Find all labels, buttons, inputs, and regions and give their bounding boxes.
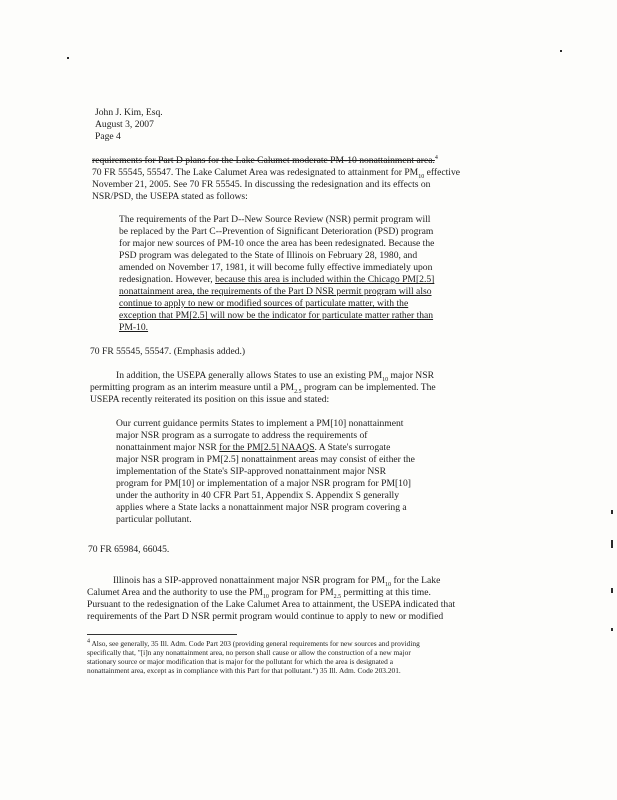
quote1-emphasis: because this area is included within the Chicago PM[2.5] — [215, 274, 435, 285]
para1-text: requirements for Part D plans for the Lake Calumet moderate PM-10 nonattainment area. — [92, 155, 435, 166]
para2-text: permitting program as an interim measure until a PM — [90, 382, 295, 393]
footnote-line: nonattainment area, except as in compliance with this Part for that pollutant.") 35 Ill. Adm. Code 203.201. — [87, 666, 401, 675]
quote1-line — [119, 274, 434, 286]
para1-text: effective — [424, 167, 460, 178]
citation: 70 FR 55545, 55547. (Emphasis added.) — [90, 346, 246, 357]
scan-speck — [67, 57, 69, 59]
footnote-number: 4 — [87, 638, 90, 645]
footnote-line: stationary source or major modification that is major for the pollutant for which the area is designated a — [87, 657, 394, 666]
para3-line — [87, 587, 431, 599]
quote2-line: major NSR program as a surrogate to address the requirements of — [116, 430, 368, 441]
citation: 70 FR 65984, 66045. — [88, 544, 170, 555]
para3-text: Calumet Area and the authority to use the PM — [87, 587, 263, 598]
scan-speck — [611, 540, 613, 548]
para1-line — [92, 155, 438, 167]
quote1-line: PSD program was delegated to the State of Illinois on February 28, 1980, and — [119, 250, 418, 261]
para3-line — [113, 575, 440, 587]
para3-text: for the Lake — [391, 575, 441, 586]
subscript: 10 — [418, 173, 425, 180]
para3-text: Illinois has a SIP-approved nonattainment major NSR program for PM — [113, 575, 386, 586]
footnote-text: Also, see generally, 35 Ill. Adm. Code Part 203 (providing general requirements for new sources and providing — [90, 639, 420, 648]
subscript: 10 — [385, 581, 392, 588]
quote1-emphasis-line: nonattainment area, the requirements of the Part D NSR permit program will also — [119, 286, 432, 297]
quote2-line: under the authority in 40 CFR Part 51, Appendix S. Appendix S generally — [116, 490, 399, 501]
para3-line: Pursuant to the redesignation of the Lake Calumet Area to attainment, the USEPA indicated that — [87, 599, 456, 610]
para3-line: requirements of the Part D NSR permit program would continue to apply to new or modified — [87, 611, 444, 622]
scan-speck — [611, 510, 613, 514]
para1-text: 70 FR 55545, 55547. The Lake Calumet Area was redesignated to attainment for PM — [92, 167, 419, 178]
para2-line — [116, 370, 434, 382]
quote2-line — [116, 442, 390, 454]
para3-text: permitting at this time. — [341, 587, 431, 598]
scan-speck — [611, 588, 613, 593]
quote2-line: particular pollutant. — [116, 514, 192, 525]
subscript: 2.5 — [333, 593, 342, 600]
para2-text: program can be implemented. The — [301, 382, 436, 393]
quote1-emphasis-line: exception that PM[2.5] will now be the indicator for particulate matter rather than — [119, 310, 434, 321]
footnote-line: specifically that, "[i]n any nonattainment area, no person shall cause or allow the construction of a new major — [87, 648, 411, 657]
para1-line: November 21, 2005. See 70 FR 55545. In discussing the redesignation and its effects on — [92, 179, 431, 190]
quote2-line: Our current guidance permits States to implement a PM[10] nonattainment — [116, 418, 404, 429]
footnote-rule — [87, 634, 237, 635]
subscript: 10 — [262, 593, 269, 600]
para2-line — [90, 382, 436, 394]
header-addressee: John J. Kim, Esq. — [95, 107, 163, 118]
subscript: 2.5 — [294, 388, 302, 395]
quote2-text: . A State's surrogate — [314, 442, 391, 453]
scan-speck — [611, 628, 613, 631]
quote1-text: redesignation. However, — [119, 274, 216, 285]
quote1-line: for major new sources of PM-10 once the area has been redesignated. Because the — [119, 238, 435, 249]
para2-text: major NSR — [388, 370, 434, 381]
para2-line: USEPA recently reiterated its position on this issue and stated: — [90, 394, 330, 405]
subscript: 10 — [382, 376, 389, 383]
quote2-line: program for PM[10] or implementation of a major NSR program for PM[10] — [116, 478, 411, 489]
para1-line: NSR/PSD, the USEPA stated as follows: — [92, 191, 248, 202]
quote2-line: applies where a State lacks a nonattainment major NSR program covering a — [116, 502, 407, 513]
header-page-number: Page 4 — [95, 131, 121, 142]
quote2-text: nonattainment major NSR — [116, 442, 220, 453]
quote1-line: amended on November 17, 1981, it will become fully effective immediately upon — [119, 262, 433, 273]
header-date: August 3, 2007 — [95, 119, 154, 130]
quote1-line: be replaced by the Part C--Prevention of Significant Deterioration (PSD) program — [119, 226, 434, 237]
quote1-emphasis-line: PM-10. — [119, 322, 149, 333]
scan-speck — [560, 50, 562, 52]
quote1-line: The requirements of the Part D--New Source Review (NSR) permit program will — [119, 214, 431, 225]
para3-text: program for PM — [268, 587, 334, 598]
quote2-emphasis: for the PM[2.5] NAAQS — [219, 442, 315, 453]
footnote-ref: 4 — [434, 154, 438, 161]
quote2-line: implementation of the State's SIP-approved nonattainment major NSR — [116, 466, 387, 477]
quote1-emphasis-line: continue to apply to new or modified sources of particulate matter, with the — [119, 298, 409, 309]
para1-line — [92, 167, 460, 179]
quote2-line: major NSR program in PM[2.5] nonattainment areas may consist of either the — [116, 454, 415, 465]
para2-text: In addition, the USEPA generally allows States to use an existing PM — [116, 370, 383, 381]
footnote-line — [87, 639, 420, 648]
